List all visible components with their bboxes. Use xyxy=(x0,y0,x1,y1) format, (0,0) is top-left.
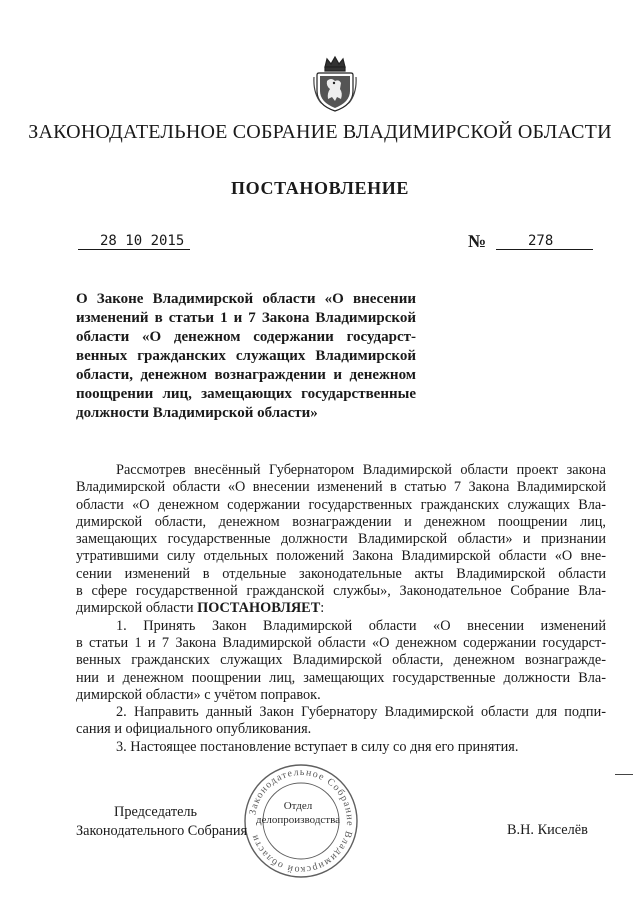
item-1-line: 1. Принять Закон Владимирской области «О внесении изменений xyxy=(116,617,606,634)
margin-mark xyxy=(615,774,633,775)
body-line: утратившими силу отдельных положений Закона Владимирской области «О вне- xyxy=(76,548,606,565)
signatory-name: В.Н. Киселёв xyxy=(507,822,588,838)
decree-line xyxy=(76,600,606,617)
item-1-line: венных гражданских служащих Владимирской области, денежном вознагражде- xyxy=(76,652,606,669)
item-1-line: в статьи 1 и 7 Закона Владимирской области «О денежном содержании государст- xyxy=(76,634,606,651)
stamp-inner-line: Отдел xyxy=(283,800,313,812)
item-3-line: 3. Настоящее постановление вступает в силу со дня его принятия. xyxy=(116,738,519,755)
item-2-line: сания и официального опубликования. xyxy=(76,721,312,738)
item-2-line: 2. Направить данный Закон Губернатору Владимирской области для подпи- xyxy=(116,704,606,721)
document-type-heading: ПОСТАНОВЛЕНИЕ xyxy=(231,178,409,198)
body-line: в сфере государственной гражданской службы», Законодательное Собрание Вла- xyxy=(76,583,606,600)
number-label: № xyxy=(468,231,487,251)
body-line: Владимирской области «О внесении изменений в статью 7 Закона Владимирской xyxy=(76,479,606,496)
stamp-ring-text: Законодательное Собрание Владимирской области xyxy=(247,766,356,876)
body-line: замещающих государственные должности Владимирской области» и признании xyxy=(76,531,606,548)
organization-title: ЗАКОНОДАТЕЛЬНОЕ СОБРАНИЕ ВЛАДИМИРСКОЙ ОБЛАСТИ xyxy=(28,121,612,143)
body-line: сении изменений в отдельные законодательные акты Владимирской области xyxy=(76,565,606,582)
document-body xyxy=(76,462,606,756)
item-1-line: димирской области» с учётом поправок. xyxy=(76,686,321,703)
body-line-text: димирской области xyxy=(76,600,198,617)
subject-line: должности Владимирской области» xyxy=(76,405,318,421)
position-line: Законодательного Собрания xyxy=(76,823,248,839)
document-number: 278 xyxy=(496,233,593,250)
document-date: 28 10 2015 xyxy=(78,233,190,250)
subject-line: области «О денежном содержании государст- xyxy=(76,329,416,345)
subject-line: изменений в статьи 1 и 7 Закона Владимирской xyxy=(76,310,416,326)
document-subject xyxy=(76,290,416,423)
position-line: Председатель xyxy=(114,804,198,820)
decree-colon: : xyxy=(320,600,325,617)
body-line: Рассмотрев внесённый Губернатором Владимирской области проект закона xyxy=(116,462,606,478)
coat-of-arms-icon xyxy=(313,55,357,113)
subject-line: венных гражданских служащих Владимирской xyxy=(76,348,416,364)
item-1-line: нии и денежном поощрении лиц, замещающих государственные должности Вла- xyxy=(76,669,606,686)
decree-word: ПОСТАНОВЛЯЕТ xyxy=(197,600,321,617)
stamp-inner-text xyxy=(252,799,344,827)
body-line: области «О денежном содержании государственных гражданских служащих Вла- xyxy=(76,496,606,513)
subject-line: О Законе Владимирской области «О внесении xyxy=(76,291,416,307)
body-line: димирской области, денежном вознаграждении и денежном поощрении лиц, xyxy=(76,513,606,530)
subject-line: поощрении лиц, замещающих государственные xyxy=(76,386,416,402)
subject-line: области, денежном вознаграждении и денежном xyxy=(76,367,416,383)
stamp-inner-line: делопроизводства xyxy=(255,814,341,826)
signatory-position xyxy=(76,803,247,841)
